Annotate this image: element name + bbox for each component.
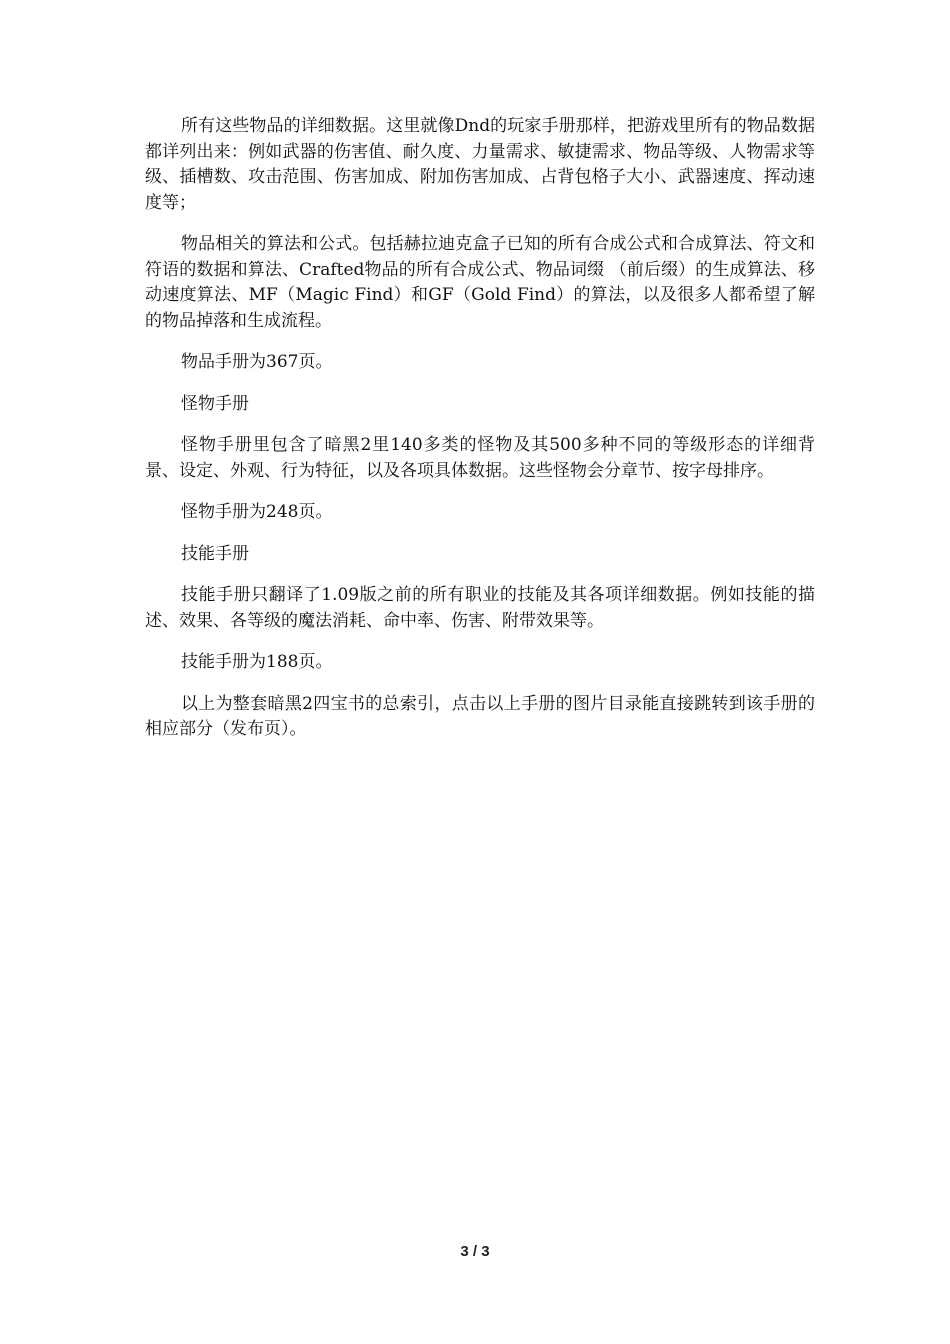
document-body: [145, 114, 815, 759]
page-number: 3 / 3: [460, 1243, 490, 1260]
section-heading-skill-manual: 技能手册: [181, 543, 249, 564]
item-manual-page-count: 物品手册为367页。: [181, 352, 333, 372]
monster-manual-page-count: 怪物手册为248页。: [181, 502, 333, 522]
paragraph-item-data: 所有这些物品的详细数据。这里就像Dnd的玩家手册那样，把游戏里所有的物品数据都详列出来：例如武器的伤害值、耐久度、力量需求、敏捷需求、物品等级、人物需求等级、插槽数、攻击范围、伤害加成、附加伤害加成、占背包格子大小、武器速度、挥动速度等；: [145, 116, 815, 213]
paragraph-item-formulas: 物品相关的算法和公式。包括赫拉迪克盒子已知的所有合成公式和合成算法、符文和符语的数据和算法、Crafted物品的所有合成公式、物品词缀 （前后缀）的生成算法、移动速度算法、MF（Magic Find）和GF（Gold Find）的算法，以及很多人都希望了解的物品掉落和生成流程。: [145, 234, 815, 331]
skill-manual-page-count: 技能手册为188页。: [181, 652, 333, 672]
paragraph-skill-manual: 技能手册只翻译了1.09版之前的所有职业的技能及其各项详细数据。例如技能的描述、效果、各等级的魔法消耗、命中率、伤害、附带效果等。: [145, 585, 815, 631]
section-heading-monster-manual: 怪物手册: [181, 393, 249, 414]
paragraph-monster-manual: 怪物手册里包含了暗黑2里140多类的怪物及其500多种不同的等级形态的详细背景、设定、外观、行为特征，以及各项具体数据。这些怪物会分章节、按字母排序。: [145, 435, 815, 481]
paragraph-index-summary: 以上为整套暗黑2四宝书的总索引，点击以上手册的图片目录能直接跳转到该手册的相应部分（发布页）。: [145, 693, 815, 739]
